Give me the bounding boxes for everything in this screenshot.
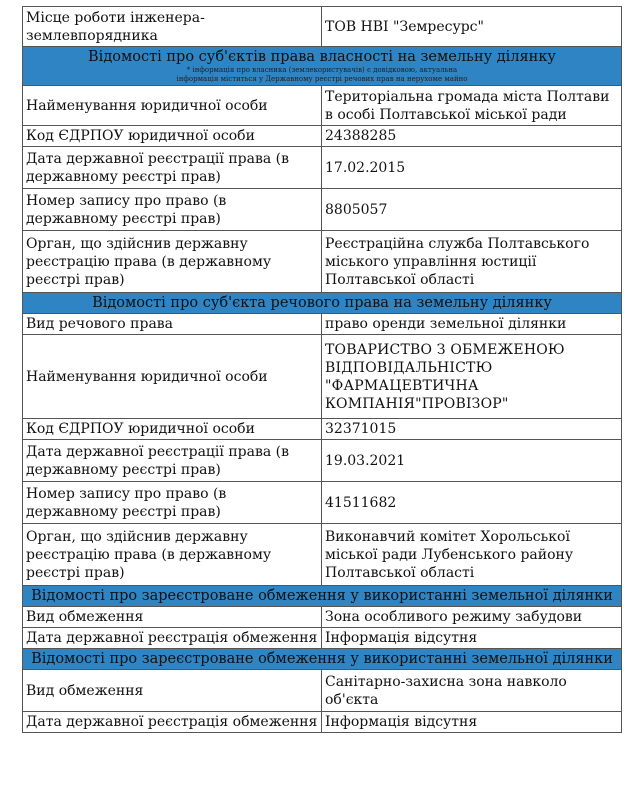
row-label: Найменування юридичної особи <box>23 335 322 419</box>
row-label: Номер запису про право (в державному реєстрі прав) <box>23 482 322 524</box>
table-row <box>23 712 622 733</box>
table-row <box>23 189 622 231</box>
row-value: право оренди земельної ділянки <box>322 314 622 335</box>
row-label: Дата державної реєстрації права (в державному реєстрі прав) <box>23 440 322 482</box>
row-value: Виконавчий комітет Хорольської міської ради Лубенського району Полтавської області <box>322 524 622 586</box>
table-row <box>23 440 622 482</box>
section-title: Відомості про суб'єкта речового права на земельну ділянку <box>23 293 622 314</box>
section-header <box>23 586 622 607</box>
row-value: 41511682 <box>322 482 622 524</box>
table-row <box>23 482 622 524</box>
row-value: ТОВАРИСТВО З ОБМЕЖЕНОЮ ВІДПОВІДАЛЬНІСТЮ "ФАРМАЦЕВТИЧНА КОМПАНІЯ"ПРОВІЗОР" <box>322 335 622 419</box>
row-label: Дата державної реєстрації права (в державному реєстрі прав) <box>23 147 322 189</box>
land-registry-extract <box>22 6 621 733</box>
table-row <box>23 86 622 126</box>
row-label: Орган, що здійснив державну реєстрацію права (в державному реєстрі прав) <box>23 231 322 293</box>
row-label: Вид речового права <box>23 314 322 335</box>
row-label: Вид обмеження <box>23 607 322 628</box>
row-value: Інформація відсутня <box>322 628 622 649</box>
section-header <box>23 649 622 670</box>
registry-table <box>22 6 622 733</box>
table-row <box>23 524 622 586</box>
row-value: 32371015 <box>322 419 622 440</box>
row-label: Дата державної реєстрація обмеження <box>23 628 322 649</box>
row-value: 24388285 <box>322 126 622 147</box>
table-row <box>23 7 622 47</box>
row-value: 17.02.2015 <box>322 147 622 189</box>
row-value: Територіальна громада міста Полтави в особі Полтавської міської ради <box>322 86 622 126</box>
section-title: Відомості про суб'єктів права власності на земельну ділянку <box>88 49 556 65</box>
row-value: ТОВ НВІ "Земресурс" <box>322 7 622 47</box>
table-row <box>23 231 622 293</box>
row-value: Реєстраційна служба Полтавського міського управління юстиції Полтавської області <box>322 231 622 293</box>
row-value: 19.03.2021 <box>322 440 622 482</box>
row-label: Дата державної реєстрація обмеження <box>23 712 322 733</box>
row-label: Найменування юридичної особи <box>23 86 322 126</box>
row-label: Місце роботи інженера-землевпорядника <box>23 7 322 47</box>
table-row <box>23 670 622 712</box>
section-note: * інформація про власника (землекористувачів) є довідковою, актуальна <box>186 66 458 74</box>
row-value: Зона особливого режиму забудови <box>322 607 622 628</box>
table-row <box>23 147 622 189</box>
row-label: Код ЄДРПОУ юридичної особи <box>23 419 322 440</box>
row-label: Код ЄДРПОУ юридичної особи <box>23 126 322 147</box>
table-row <box>23 314 622 335</box>
table-row <box>23 628 622 649</box>
section-title: Відомості про зареєстроване обмеження у використанні земельної ділянки <box>23 586 622 607</box>
row-label: Орган, що здійснив державну реєстрацію права (в державному реєстрі прав) <box>23 524 322 586</box>
row-label: Номер запису про право (в державному реєстрі прав) <box>23 189 322 231</box>
section-header <box>23 47 622 86</box>
row-label: Вид обмеження <box>23 670 322 712</box>
section-note: інформація міститься у Державному реєстрі речових прав на нерухоме майно <box>176 75 468 83</box>
table-row <box>23 126 622 147</box>
row-value: Інформація відсутня <box>322 712 622 733</box>
table-row <box>23 335 622 419</box>
row-value: 8805057 <box>322 189 622 231</box>
section-title: Відомості про зареєстроване обмеження у використанні земельної ділянки <box>23 649 622 670</box>
table-row <box>23 419 622 440</box>
section-header <box>23 293 622 314</box>
row-value: Санітарно-захисна зона навколо об'єкта <box>322 670 622 712</box>
table-row <box>23 607 622 628</box>
